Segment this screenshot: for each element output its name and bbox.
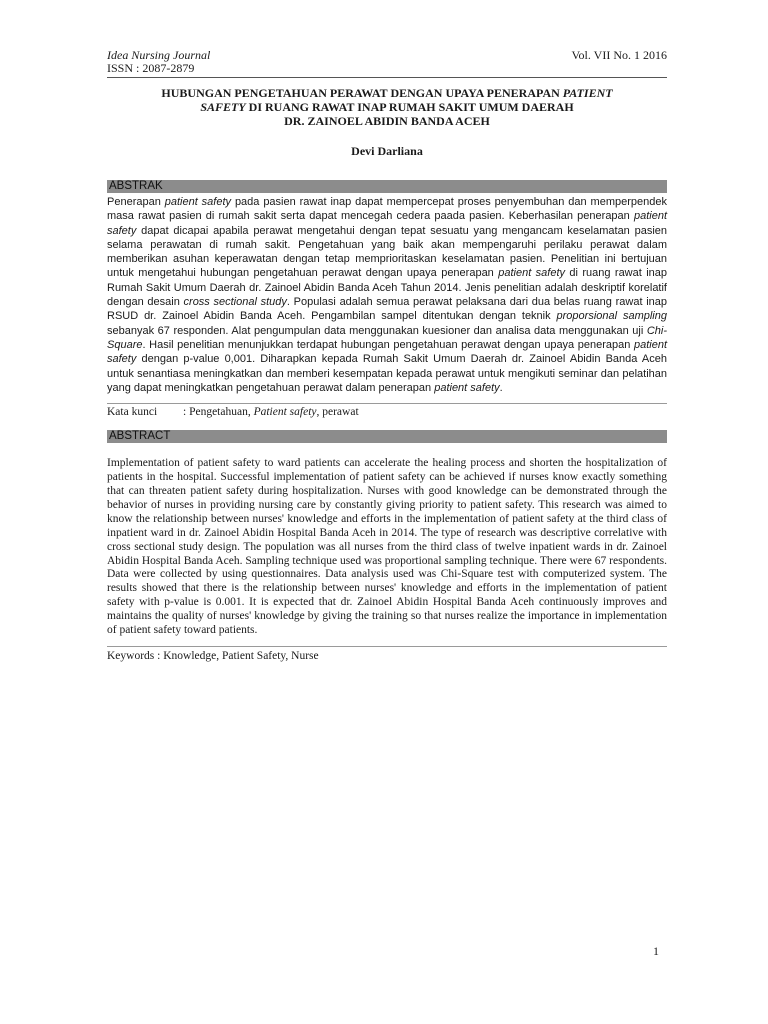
issn: ISSN : 2087-2879 xyxy=(107,61,195,75)
running-header xyxy=(107,48,667,62)
title-line3: DR. ZAINOEL ABIDIN BANDA ACEH xyxy=(284,114,490,128)
volume-info: Vol. VII No. 1 2016 xyxy=(571,48,667,62)
title-line2: DI RUANG RAWAT INAP RUMAH SAKIT UMUM DAERAH xyxy=(248,100,574,114)
paper-title xyxy=(107,86,667,128)
header-rule xyxy=(107,77,667,78)
abstrak-body: Penerapan patient safety pada pasien rawat inap dapat mempercepat proses penyembuhan dan memperpendek masa rawat pasien di rumah sakit serta dapat mencegah cedera paada pasien. Keberhasilan penerapan patient safety dapat dicapai apabila perawat mengetahui dengan tepat sesuatu yang mengancam keselamatan pasien selama perawatan di rumah sakit. Pengetahuan yang baik akan mempengaruhi perilaku perawat dalam memberikan asuhan keperawatan dengan tetap memprioritaskan keselamatan pasien. Penelitian ini bertujuan untuk mengetahui hubungan pengetahuan perawat dengan upaya penerapan patient safety di ruang rawat inap Rumah Sakit Umum Daerah dr. Zainoel Abidin Banda Aceh Tahun 2014. Jenis penelitian adalah deskriptif korelatif dengan desain cross sectional study. Populasi adalah semua perawat pelaksana dari dua belas ruang rawat inap RSUD dr. Zainoel Abidin Banda Aceh. Pengambilan sampel ditentukan dengan teknik proporsional sampling sebanyak 67 responden. Alat pengumpulan data menggunakan kuesioner dan analisa data menggunakan uji Chi-Square. Hasil penelitian menunjukkan terdapat hubungan pengetahuan perawat dengan upaya penerapan patient safety dengan p-value 0,001. Diharapkan kepada Rumah Sakit Umum Daerah dr. Zainoel Abidin Banda Aceh untuk senantiasa meningkatkan dan memberi kesempatan kepada perawat untuk mengikuti seminar dan pelatihan yang dapat meningkatkan pengetahuan perawat dalam penerapan patient safety. xyxy=(107,196,668,394)
abstrak-heading: ABSTRAK xyxy=(107,180,667,193)
kata-kunci xyxy=(107,405,667,419)
document-page xyxy=(107,48,667,663)
page-number: 1 xyxy=(653,944,659,958)
journal-name: Idea Nursing Journal xyxy=(107,48,211,62)
abstract-heading: ABSTRACT xyxy=(107,430,667,443)
kata-kunci-values: : Pengetahuan, Patient safety, perawat xyxy=(183,406,359,419)
kata-kunci-rule xyxy=(107,403,667,404)
keywords: Keywords : Knowledge, Patient Safety, Nurse xyxy=(107,649,319,662)
author-name: Devi Darliana xyxy=(351,144,423,158)
abstract-body: Implementation of patient safety to ward patients can accelerate the healing process and shorten the hospitalization of patients in the hospital. Successful implementation of patient safety can be achieved if nurses know exactly something that can threaten patient safety during hospitalization. Nurses with good knowledge can be demonstrated through the behavior of nurses in providing nursing care by constantly giving priority to patient safety. This research was aimed to know the relationship between nurses' knowledge and efforts in the implementation of patient safety at the third class of inpatient ward in dr. Zainoel Abidin Hospital Banda Aceh in 2014. The type of research was descriptive correlative with cross sectional study design. The population was all nurses from the third class of twelve inpatient wards in dr. Zainoel Abidin Hospital Banda Aceh. Sampling technique used was proportional sampling technique. There were 67 respondents. Data were collected by using questionnaires. Data analysis used was Chi-Square test with computerized system. The results showed that there is the relationship between nurses' knowledge and efforts in the implementation of patient safety with p-value is 0.001. It is expected that dr. Zainoel Abidin Hospital Banda Aceh continuously improves and maintains the quality of nurses' knowledge by giving the training so that nurses realize the importance in implementation of patient safety toward patients. xyxy=(107,457,667,637)
kata-kunci-label: Kata kunci xyxy=(107,406,158,419)
keywords-rule xyxy=(107,646,667,647)
title-italic-patient: PATIENT xyxy=(562,86,613,100)
title-italic-safety: SAFETY xyxy=(200,100,246,114)
title-line1: HUBUNGAN PENGETAHUAN PERAWAT DENGAN UPAYA PENERAPAN xyxy=(161,86,560,100)
